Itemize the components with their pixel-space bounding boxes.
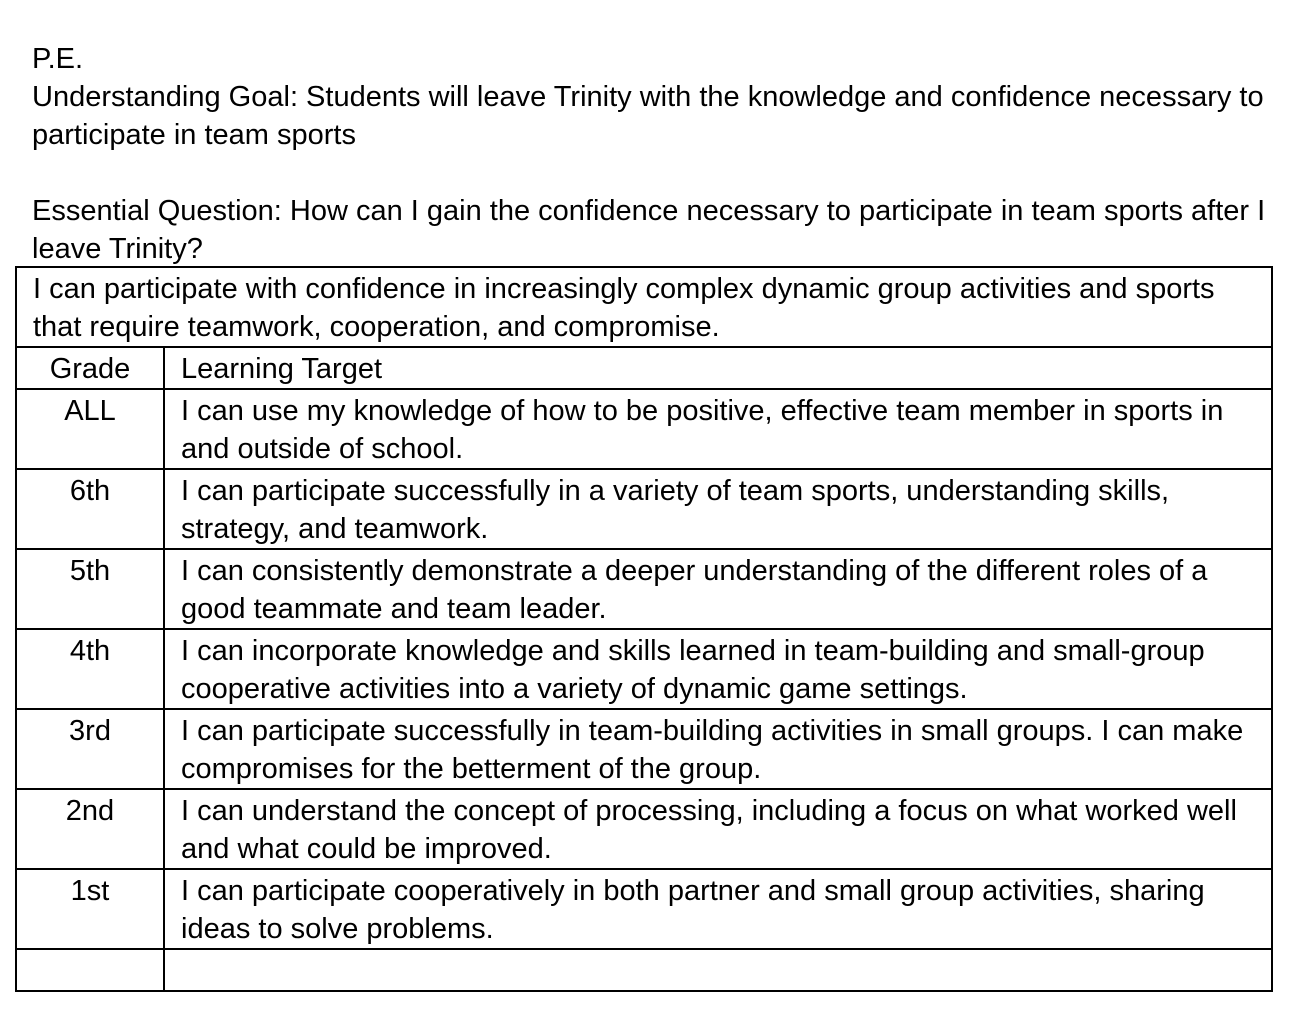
target-cell: I can participate successfully in team-building activities in small groups. I can make compromises for the betterment of the group. xyxy=(164,709,1272,789)
target-cell: I can consistently demonstrate a deeper understanding of the different roles of a good teammate and team leader. xyxy=(164,549,1272,629)
table-row xyxy=(16,469,1272,549)
table-row xyxy=(16,709,1272,789)
target-cell: I can participate successfully in a variety of team sports, understanding skills, strategy, and teamwork. xyxy=(164,469,1272,549)
table-row xyxy=(16,629,1272,709)
grade-cell: 3rd xyxy=(16,709,164,789)
summary-cell: I can participate with confidence in increasingly complex dynamic group activities and sports that require teamwork, cooperation, and compromise. xyxy=(16,267,1272,347)
target-cell: I can participate cooperatively in both partner and small group activities, sharing ideas to solve problems. xyxy=(164,869,1272,949)
target-header: Learning Target xyxy=(164,347,1272,389)
empty-target-cell xyxy=(164,949,1272,991)
document-header xyxy=(32,40,1282,268)
understanding-goal: Understanding Goal: Students will leave Trinity with the knowledge and confidence necessary to participate in team sports xyxy=(32,81,1264,151)
table-row xyxy=(16,549,1272,629)
empty-row xyxy=(16,949,1272,991)
target-cell: I can incorporate knowledge and skills learned in team-building and small-group cooperative activities into a variety of dynamic game settings. xyxy=(164,629,1272,709)
table-row xyxy=(16,389,1272,469)
empty-grade-cell xyxy=(16,949,164,991)
target-cell: I can use my knowledge of how to be positive, effective team member in sports in and outside of school. xyxy=(164,389,1272,469)
grade-header: Grade xyxy=(16,347,164,389)
learning-targets-table xyxy=(15,266,1273,992)
header-spacer xyxy=(32,154,1282,192)
grade-cell: 6th xyxy=(16,469,164,549)
target-cell: I can understand the concept of processing, including a focus on what worked well and what could be improved. xyxy=(164,789,1272,869)
essential-question: Essential Question: How can I gain the confidence necessary to participate in team sports after I leave Trinity? xyxy=(32,195,1266,265)
table-row xyxy=(16,869,1272,949)
grade-cell: 4th xyxy=(16,629,164,709)
grade-cell: 2nd xyxy=(16,789,164,869)
grade-cell: 1st xyxy=(16,869,164,949)
grade-cell: 5th xyxy=(16,549,164,629)
grade-cell: ALL xyxy=(16,389,164,469)
subject-title: P.E. xyxy=(32,43,84,75)
table-summary-row xyxy=(16,267,1272,347)
table-header-row xyxy=(16,347,1272,389)
table-row xyxy=(16,789,1272,869)
